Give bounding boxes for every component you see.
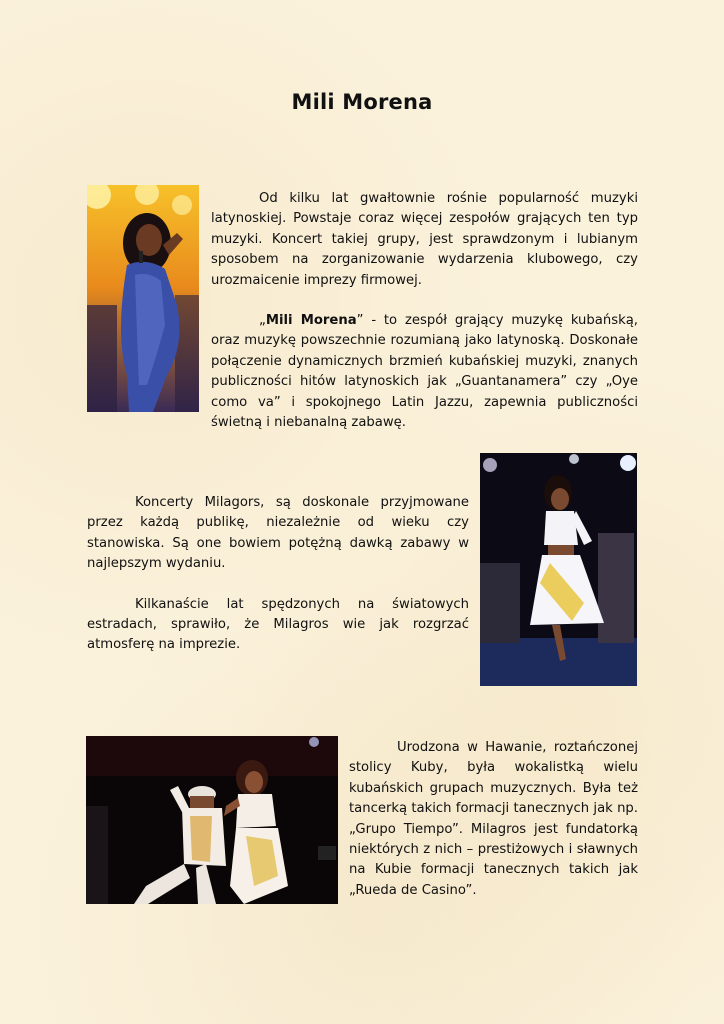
experience-paragraph: Kilkanaście lat spędzonych na światowych estradach, sprawiło, że Milagros wie jak rozgrzać atmosferę na imprezie. <box>87 596 469 653</box>
dancing-couple-photo <box>86 736 338 904</box>
band-description-text: ” - to zespół grający muzykę kubańską, oraz muzykę powszechnie rozumianą jako latynoską. Doskonałe połączenie dynamicznych brzmień kubańskiej muzyki, znanych publiczności hitów latynoskich jak „Guantanamera” czy „Oye como va” i spokojnego Latin Jazzu, zapewnia publiczności świetną i niebanalną zabawę. <box>211 313 639 431</box>
concerts-text <box>87 493 469 656</box>
biography-paragraph: Urodzona w Hawanie, roztańczonej stolicy Kuby, była wokalistką wielu kubańskich grupach muzycznych. Była też tancerką takich formacji tanecznych jak np. „Grupo Tiempo”. Milagros jest fundatorką niektórych z nich – prestiżowych i sławnych na Kubie formacji tanecznych takich jak „Rueda de Casino”. <box>349 740 638 898</box>
stage-dancer-photo <box>480 453 637 686</box>
intro-paragraph: Od kilku lat gwałtownie rośnie popularność muzyki latynoskiej. Powstaje coraz więcej zespołów grających ten typ muzyki. Koncert takiej grupy, jest sprawdzonym i lubianym sposobem na zorganizowanie wydarzenia klubowego, czy urozmaicenie imprezy firmowej. <box>211 191 638 288</box>
quote-open: „ <box>259 313 266 329</box>
intro-text <box>211 189 638 433</box>
singer-photo <box>87 185 199 412</box>
concerts-paragraph: Koncerty Milagors, są doskonale przyjmowane przez każdą publikę, niezależnie od wieku czy stanowiska. Są one bowiem potężną dawką zabawy w najlepszym wydaniu. <box>87 495 469 572</box>
band-description-paragraph <box>211 311 638 433</box>
biography-text <box>349 738 638 901</box>
band-name: Mili Morena <box>265 313 357 329</box>
page-title: Mili Morena <box>291 90 433 114</box>
